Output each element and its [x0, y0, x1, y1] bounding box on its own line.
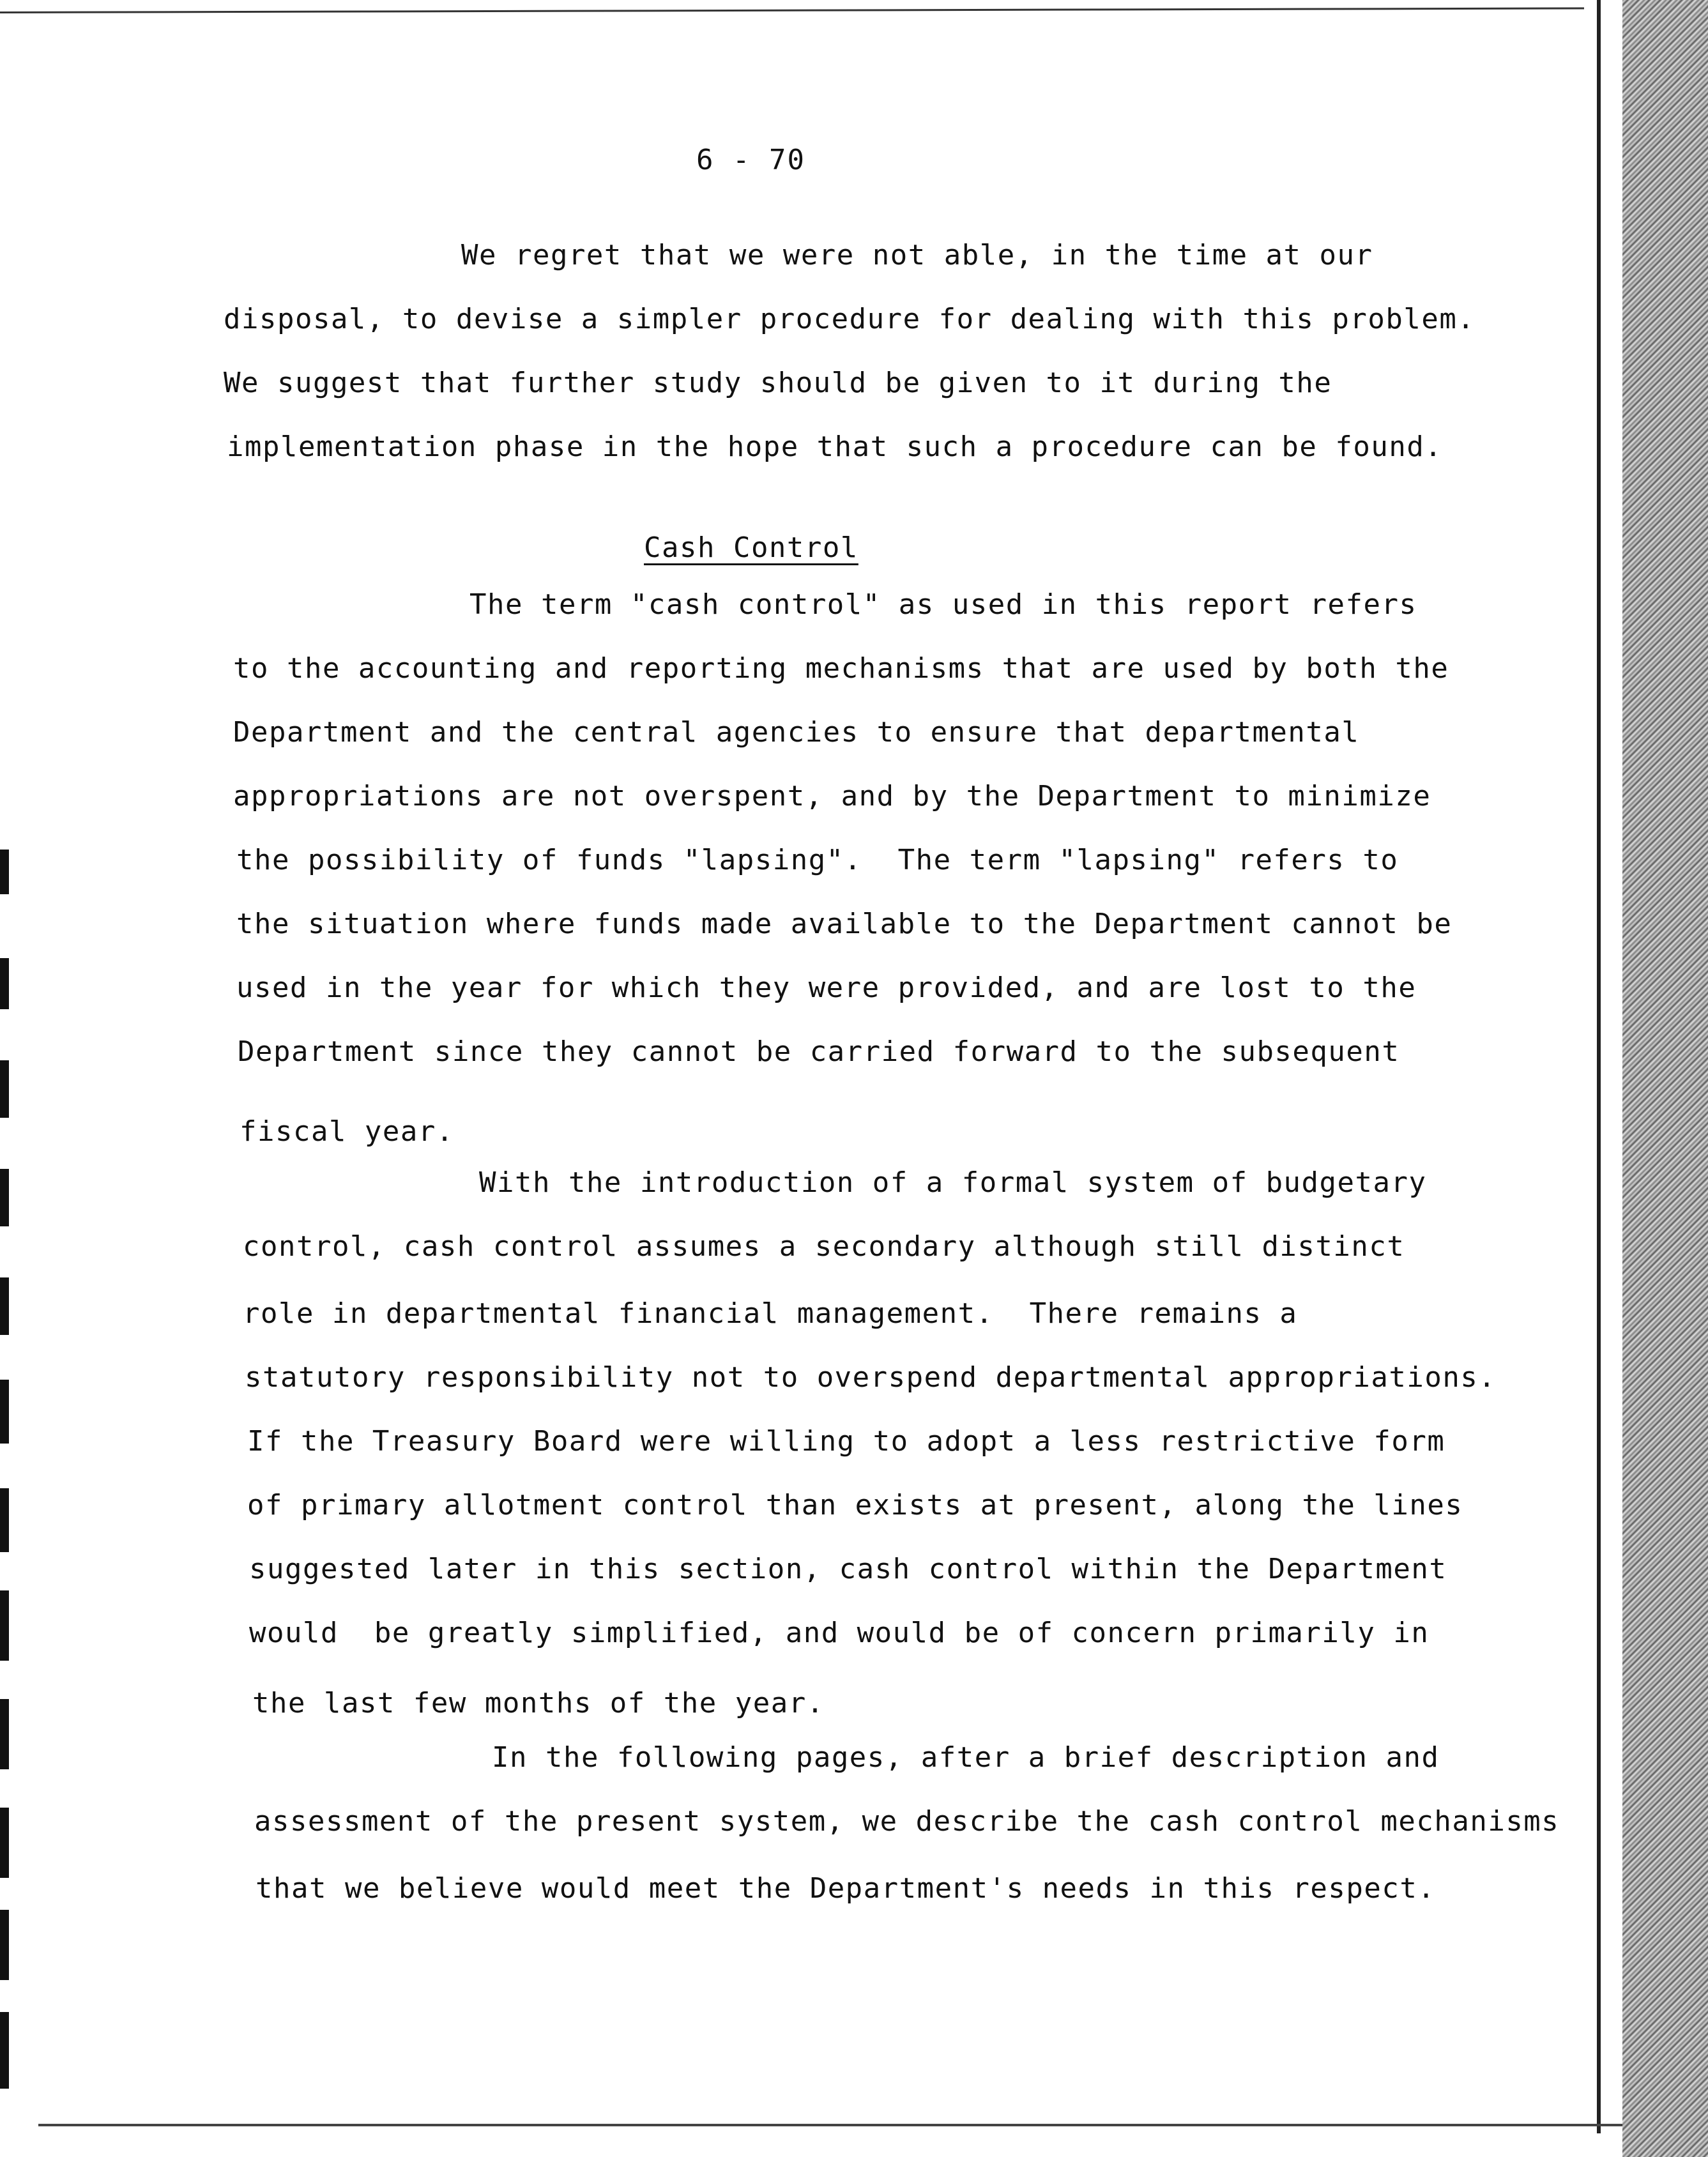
text-line: suggested later in this section, cash control within the Department [249, 1553, 1447, 1585]
punch-hole-mark [0, 1060, 9, 1118]
punch-hole-mark [0, 1488, 9, 1552]
text-line: the situation where funds made available to the Department cannot be [236, 908, 1453, 940]
punch-hole-mark [0, 1910, 9, 1980]
text-line: implementation phase in the hope that such a procedure can be found. [227, 431, 1443, 463]
text-line: role in departmental financial management. There remains a [243, 1297, 1298, 1330]
page-edge-bottom [38, 2124, 1648, 2126]
text-line: would be greatly simplified, and would be of concern primarily in [249, 1617, 1430, 1649]
punch-hole-mark [0, 958, 9, 1009]
text-line: control, cash control assumes a secondary although still distinct [243, 1230, 1405, 1263]
punch-hole-mark [0, 1169, 9, 1226]
text-line: the last few months of the year. [252, 1687, 825, 1719]
punch-hole-mark [0, 2012, 9, 2089]
page-edge-top [0, 8, 1584, 13]
text-line: With the introduction of a formal system of budgetary [479, 1166, 1427, 1199]
punch-hole-mark [0, 1590, 9, 1661]
text-line: that we believe would meet the Department's needs in this respect. [255, 1872, 1436, 1905]
text-line: assessment of the present system, we describe the cash control mechanisms [254, 1805, 1560, 1838]
text-line: used in the year for which they were provided, and are lost to the [236, 972, 1417, 1004]
text-line: In the following pages, after a brief description and [492, 1741, 1440, 1774]
text-line: appropriations are not overspent, and by the Department to minimize [233, 780, 1431, 812]
punch-hole-mark [0, 1380, 9, 1444]
text-line: statutory responsibility not to overspend departmental appropriations. [245, 1361, 1497, 1394]
punch-hole-mark [0, 1808, 9, 1878]
binding-strip [1622, 0, 1708, 2157]
text-line: to the accounting and reporting mechanisms that are used by both the [233, 652, 1449, 685]
text-line: Department since they cannot be carried forward to the subsequent [238, 1035, 1400, 1068]
punch-hole-mark [0, 1277, 9, 1335]
page-number: 6 - 70 [696, 144, 805, 176]
text-line: We suggest that further study should be given to it during the [224, 367, 1332, 399]
section-heading: Cash Control [644, 531, 858, 564]
text-line: fiscal year. [240, 1115, 454, 1148]
text-line: The term "cash control" as used in this report refers [469, 588, 1417, 621]
page-edge-right [1597, 0, 1601, 2133]
text-line: of primary allotment control than exists at present, along the lines [247, 1489, 1463, 1521]
punch-hole-mark [0, 850, 9, 894]
text-line: the possibility of funds "lapsing". The term "lapsing" refers to [236, 844, 1399, 876]
text-line: disposal, to devise a simpler procedure for dealing with this problem. [224, 303, 1475, 335]
text-line: If the Treasury Board were willing to adopt a less restrictive form [247, 1425, 1445, 1458]
text-line: We regret that we were not able, in the time at our [461, 239, 1373, 271]
text-line: Department and the central agencies to ensure that departmental [233, 716, 1360, 749]
punch-hole-mark [0, 1699, 9, 1769]
